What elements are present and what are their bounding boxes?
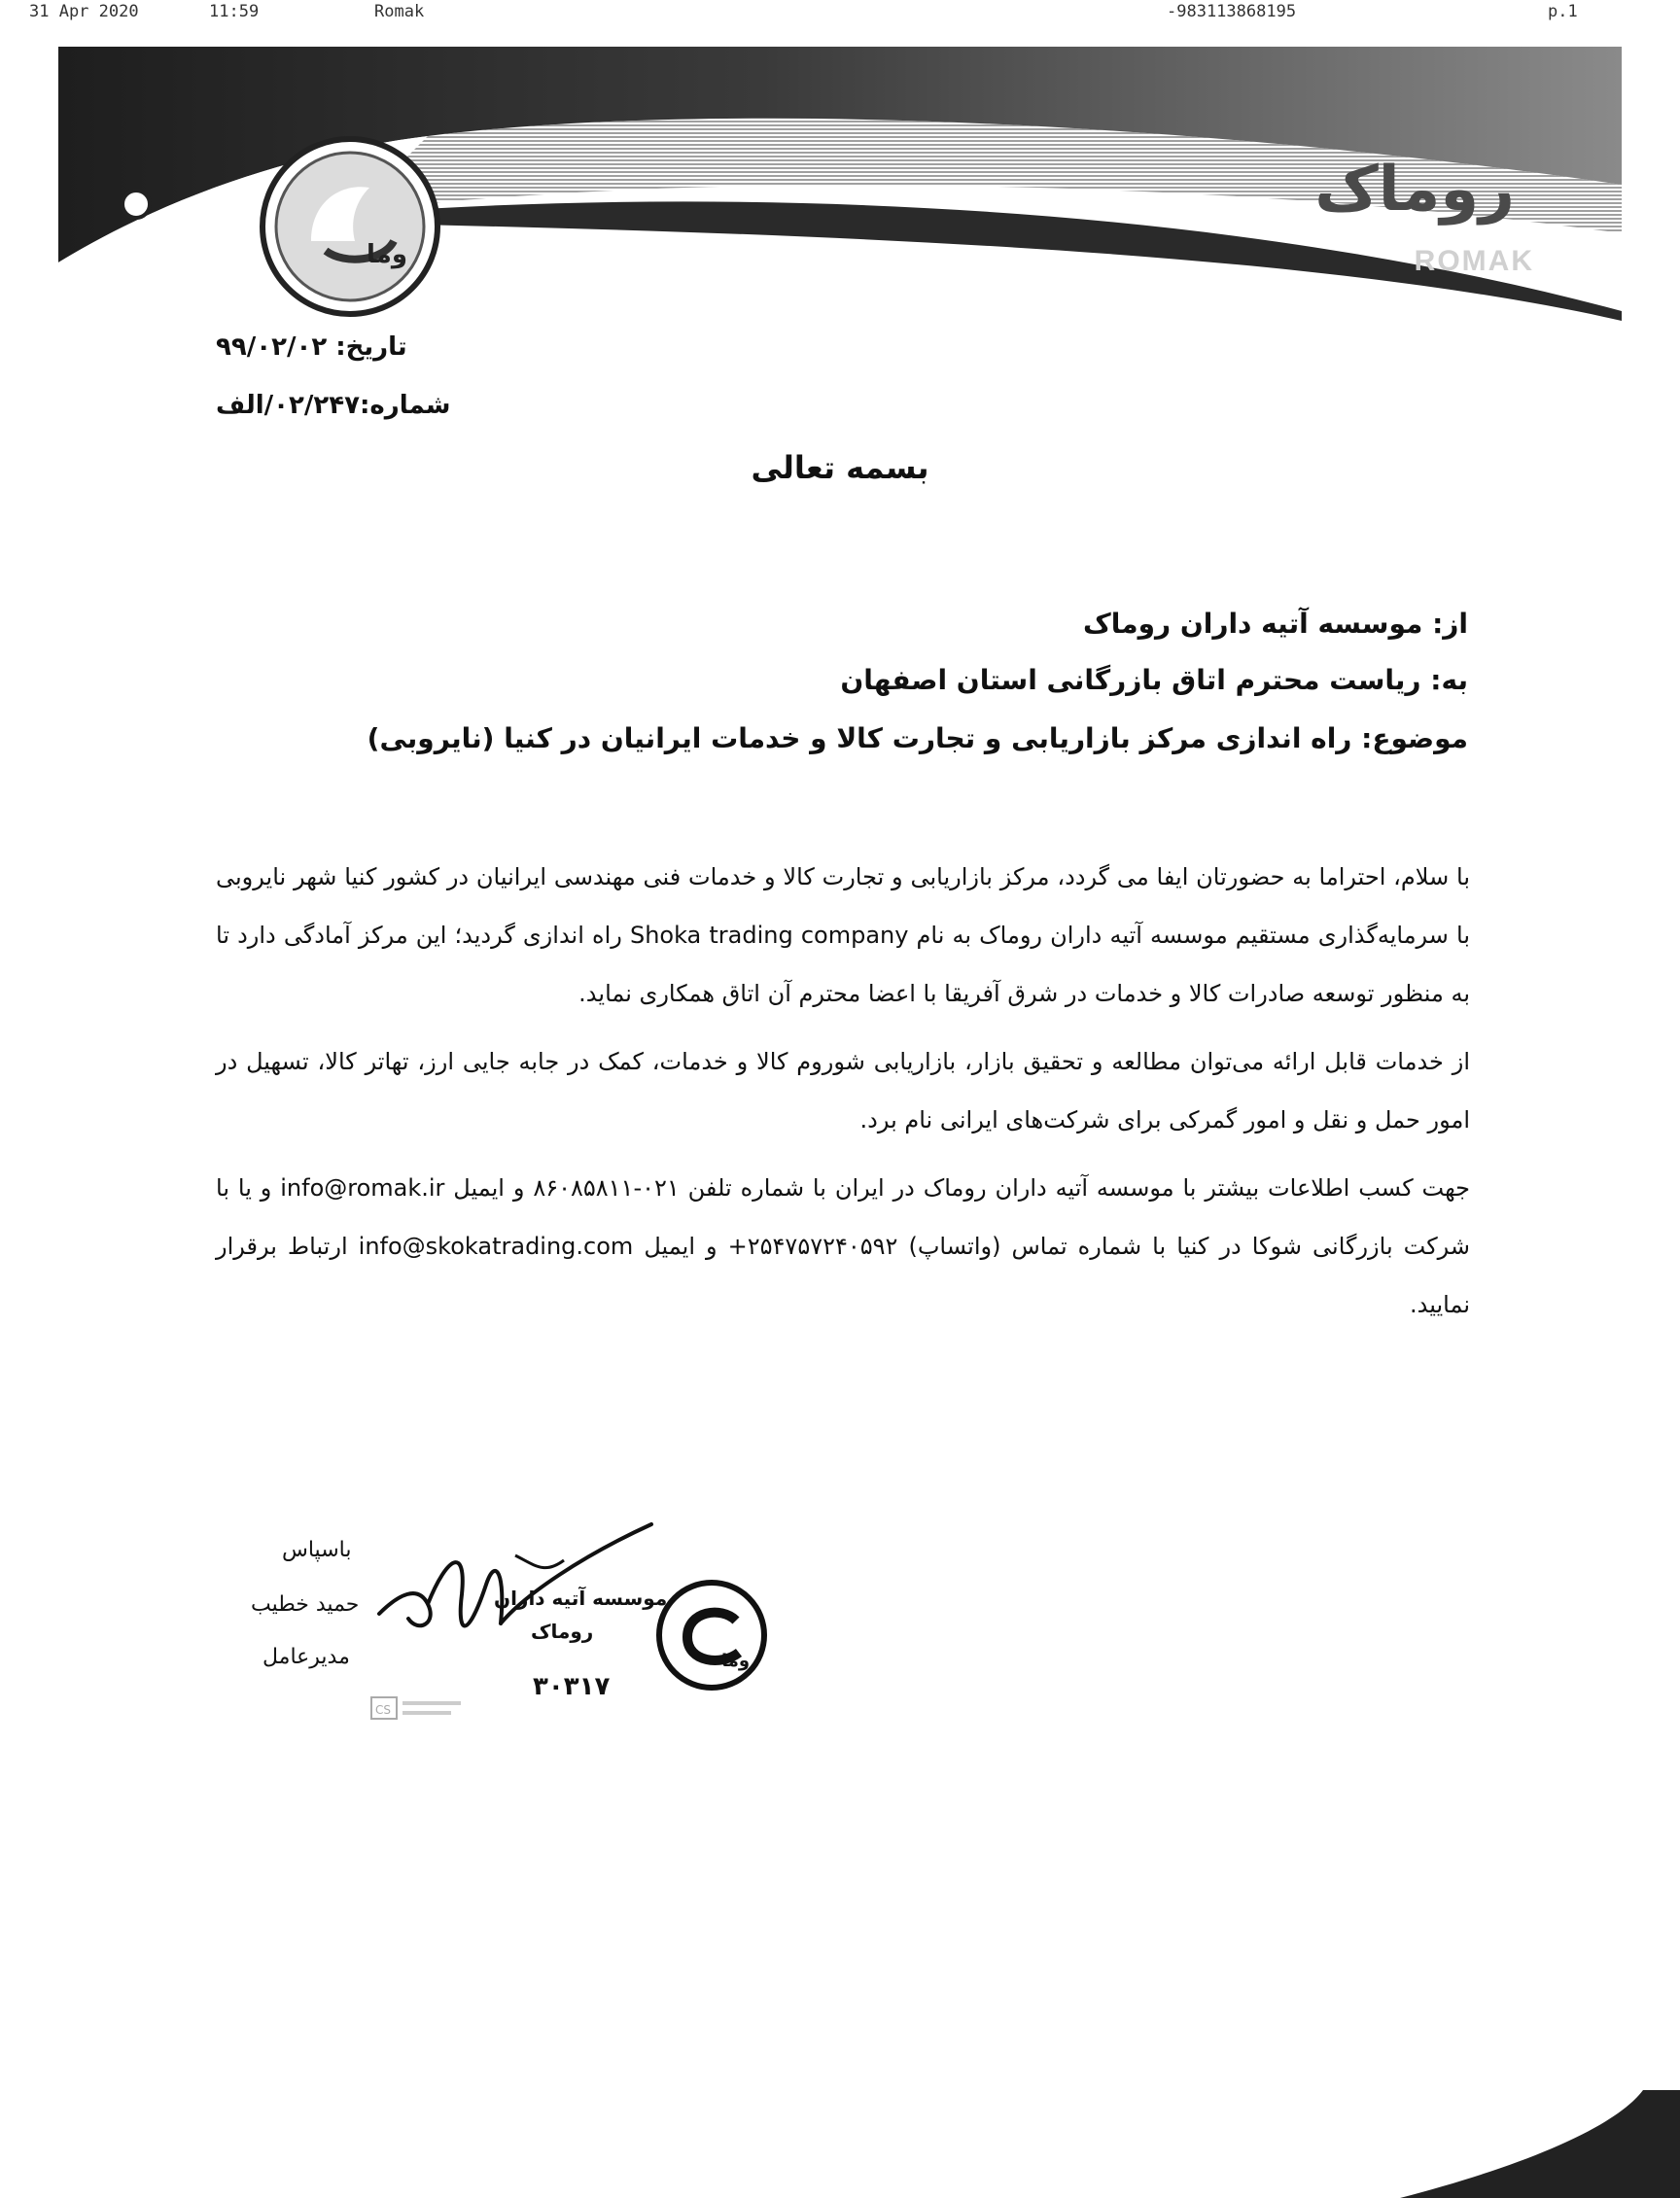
brand-latin: ROMAK: [1414, 245, 1534, 277]
svg-text:وما: وما: [721, 1651, 751, 1671]
letterhead-banner: [58, 39, 1622, 321]
letter-date: تاریخ: ۹۹/۰۲/۰۲: [216, 332, 407, 362]
closing-thanks: باسپاس: [282, 1538, 352, 1562]
fax-sender: Romak: [374, 2, 425, 21]
stamp-registration-number: ۳۰۳۱۷: [533, 1672, 611, 1701]
body-paragraph-1: با سلام، احتراما به حضورتان ایفا می گردد، مرکز بازاریابی و تجارت کالا و خدمات فنی مهندسی ایرانیان در کشور کنیا شهر نایروبی با سرمایه‌گذاری مستقیم موسسه آتیه داران روماک به نام Shoka trading company راه اندازی گردید؛ این مرکز آمادگی دارد تا به منظور توسعه صادرات کالا و خدمات در شرق آفریقا با اعضا محترم آن اتاق همکاری نماید.: [216, 863, 1471, 1007]
brand-persian: روماک: [1314, 154, 1515, 226]
stamp-brand-line: روماک: [531, 1620, 594, 1643]
romak-logo-icon: [258, 134, 442, 319]
stamp-company-line: موسسه آتیه داران: [494, 1587, 668, 1610]
signer-name: حمید خطیب: [251, 1592, 360, 1617]
fax-date: 31 Apr 2020: [29, 2, 139, 21]
subject-line: موضوع: راه اندازی مرکز بازاریابی و تجارت کالا و خدمات ایرانیان در کنیا (نایروبی): [367, 722, 1468, 754]
basmala-heading: بسمه تعالی: [751, 449, 929, 486]
signer-title: مدیرعامل: [262, 1645, 350, 1669]
svg-text:CS: CS: [375, 1703, 391, 1717]
body-paragraph-2: از خدمات قابل ارائه می‌توان مطالعه و تحقیق بازار، بازاریابی شوروم کالا و خدمات، کمک در جابه جایی ارز، تهاتر کالا، تسهیل در امور حمل و نقل و امور گمرکی برای شرکت‌های ایرانی نام برد.: [216, 1048, 1470, 1134]
svg-text:وما: وما: [367, 240, 408, 269]
footer-corner-swoosh: [1400, 2090, 1680, 2198]
fax-header: [0, 0, 1680, 27]
from-line: از: موسسه آتیه داران روماک: [1083, 608, 1468, 640]
body-paragraph-3: جهت کسب اطلاعات بیشتر با موسسه آتیه داران روماک در ایران با شماره تلفن ۰۲۱-۸۶۰۸۵۸۱۱ و ایمیل info@romak.ir و یا با شرکت بازرگانی شوکا در کنیا با شماره تماس (واتساپ) ۲۵۴۷۵۷۲۴۰۵۹۲+ و ایمیل info@skokatrading.com ارتباط برقرار نمایید.: [216, 1174, 1470, 1318]
to-line: به: ریاست محترم اتاق بازرگانی استان اصفهان: [840, 664, 1468, 696]
fax-time: 11:59: [209, 2, 260, 21]
letter-number: شماره:۰۲/۲۴۷/الف: [216, 391, 451, 420]
scanner-watermark-icon: [369, 1692, 476, 1725]
company-stamp-icon: [653, 1577, 770, 1693]
fax-page: p.1: [1548, 2, 1578, 21]
fax-phone: -983113868195: [1167, 2, 1297, 21]
